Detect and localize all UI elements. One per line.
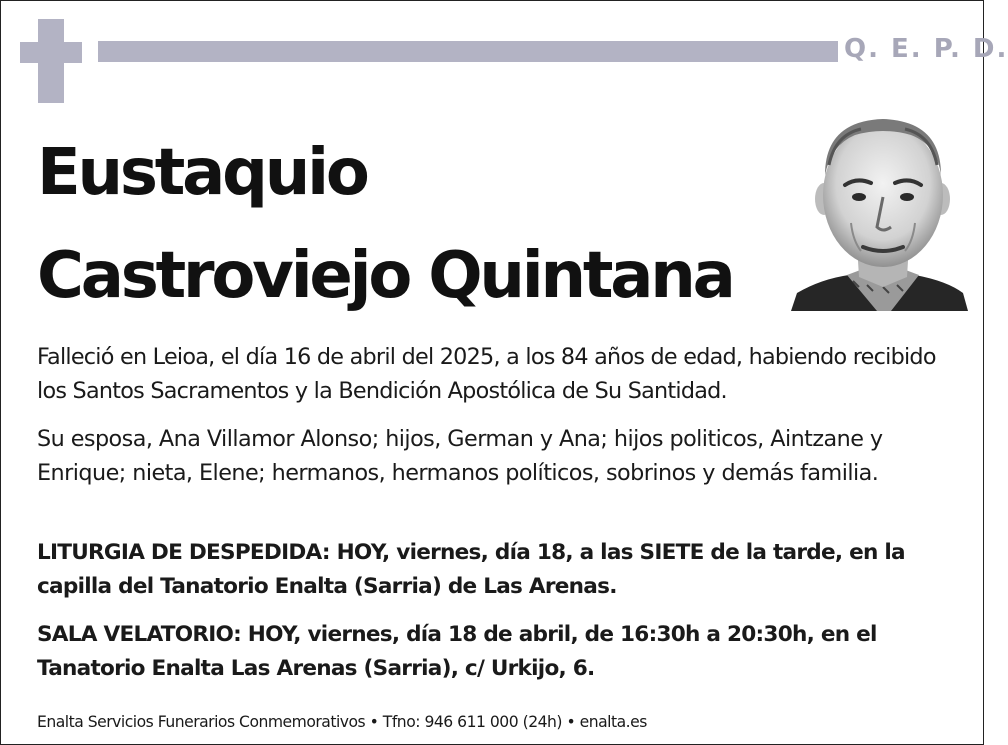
deceased-first-name: Eustaquio — [37, 136, 367, 210]
cross-icon-arm — [20, 42, 82, 63]
liturgy-paragraph: LITURGIA DE DESPEDIDA: HOY, viernes, día 18, a las SIETE de la tarde, en la capilla del Tanatorio Enalta (Sarria) de Las Arenas. — [37, 540, 905, 599]
death-notice-paragraph: Falleció en Leioa, el día 16 de abril del 2025, a los 84 años de edad, habiendo recibido los Santos Sacramentos y la Bendición Apostólica de Su Santidad. — [37, 344, 936, 404]
portrait-image — [791, 105, 968, 311]
qepd-label: Q. E. P. D. — [844, 34, 1008, 64]
header-rule — [98, 41, 838, 62]
wake-paragraph: SALA VELATORIO: HOY, viernes, día 18 de abril, de 16:30h a 20:30h, en el Tanatorio Enalta Las Arenas (Sarria), c/ Urkijo, 6. — [37, 622, 877, 681]
deceased-surnames: Castroviejo Quintana — [37, 239, 733, 313]
funeral-home-footer: Enalta Servicios Funerarios Conmemorativos • Tfno: 946 611 000 (24h) • enalta.es — [37, 713, 647, 731]
family-paragraph: Su esposa, Ana Villamor Alonso; hijos, German y Ana; hijos politicos, Aintzane y Enrique; nieta, Elene; hermanos, hermanos políticos, sobrinos y demás familia. — [37, 426, 883, 486]
deceased-portrait — [791, 105, 968, 311]
